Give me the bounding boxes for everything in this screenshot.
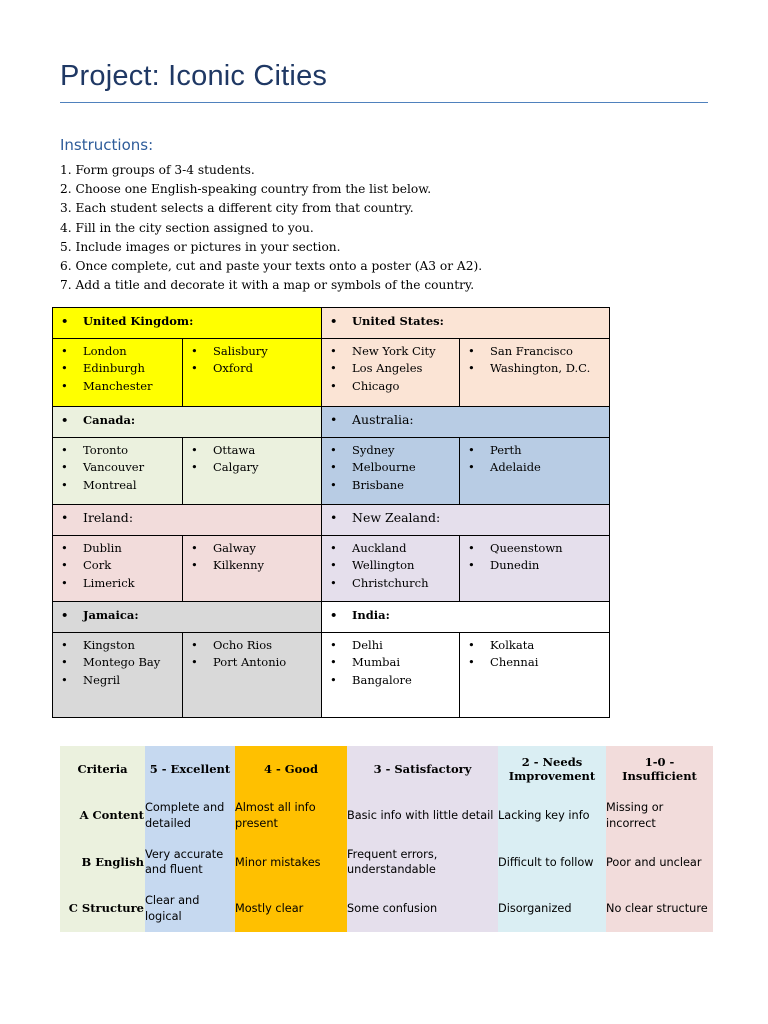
city-cell bbox=[183, 536, 322, 602]
country-header-uk bbox=[53, 308, 322, 339]
city-cell bbox=[460, 633, 610, 718]
city-item: • Los Angeles bbox=[352, 360, 459, 377]
instruction-step: 7. Add a title and decorate it with a map or symbols of the country. bbox=[60, 278, 475, 293]
bullet-icon: • bbox=[61, 608, 69, 622]
city-item: • Dunedin bbox=[490, 557, 609, 574]
city-item: • Dublin bbox=[83, 540, 182, 557]
city-item: • Ocho Rios bbox=[213, 637, 321, 654]
city-cell bbox=[53, 438, 183, 505]
city-item: • Manchester bbox=[83, 378, 182, 395]
city-item: • Adelaide bbox=[490, 459, 609, 476]
rubric-criterion: A Content bbox=[60, 793, 145, 840]
rubric-cell: Clear and logical bbox=[145, 886, 235, 933]
city-item: • Negril bbox=[83, 672, 182, 689]
country-name: United Kingdom: bbox=[83, 314, 194, 328]
bullet-icon: • bbox=[61, 314, 69, 328]
city-cell bbox=[53, 633, 183, 718]
city-item: • Vancouver bbox=[83, 459, 182, 476]
city-item: • Port Antonio bbox=[213, 654, 321, 671]
country-name: United States: bbox=[352, 314, 444, 328]
city-item: • Ottawa bbox=[213, 442, 321, 459]
city-item: • Chicago bbox=[352, 378, 459, 395]
city-item: • Auckland bbox=[352, 540, 459, 557]
bullet-icon: • bbox=[330, 314, 338, 328]
city-item: • Cork bbox=[83, 557, 182, 574]
city-item: • Kilkenny bbox=[213, 557, 321, 574]
city-item: • Chennai bbox=[490, 654, 609, 671]
city-item: • Queenstown bbox=[490, 540, 609, 557]
city-item: • Calgary bbox=[213, 459, 321, 476]
country-header-new-zealand bbox=[322, 505, 610, 536]
bullet-icon: • bbox=[330, 608, 338, 622]
country-header-us bbox=[322, 308, 610, 339]
city-cell bbox=[183, 438, 322, 505]
rubric-header-cell: 1-0 - Insufficient bbox=[606, 746, 713, 793]
city-item: • Washington, D.C. bbox=[490, 360, 609, 377]
instruction-step: 6. Once complete, cut and paste your texts onto a poster (A3 or A2). bbox=[60, 259, 483, 274]
city-item: • Mumbai bbox=[352, 654, 459, 671]
instruction-step: 3. Each student selects a different city from that country. bbox=[60, 201, 414, 216]
city-list bbox=[460, 536, 609, 575]
rubric-criterion: B English bbox=[60, 839, 145, 886]
country-name: Canada: bbox=[83, 413, 136, 427]
city-list bbox=[53, 633, 182, 689]
city-item: • London bbox=[83, 343, 182, 360]
country-name: New Zealand: bbox=[352, 510, 441, 525]
city-item: • Delhi bbox=[352, 637, 459, 654]
city-cell bbox=[322, 633, 460, 718]
city-list bbox=[460, 438, 609, 477]
rubric-cell: Disorganized bbox=[498, 886, 606, 933]
city-list bbox=[53, 536, 182, 592]
city-item: • Wellington bbox=[352, 557, 459, 574]
instruction-step: 4. Fill in the city section assigned to you. bbox=[60, 220, 314, 235]
city-list bbox=[53, 438, 182, 494]
city-item: • New York City bbox=[352, 343, 459, 360]
country-name: India: bbox=[352, 608, 390, 622]
country-header-jamaica bbox=[53, 602, 322, 633]
instruction-step: 5. Include images or pictures in your section. bbox=[60, 239, 341, 254]
city-list bbox=[183, 536, 321, 575]
rubric-row bbox=[60, 793, 713, 840]
city-item: • Melbourne bbox=[352, 459, 459, 476]
country-header-canada bbox=[53, 407, 322, 438]
city-item: • Toronto bbox=[83, 442, 182, 459]
rubric-cell: Basic info with little detail bbox=[347, 793, 498, 840]
country-name: Jamaica: bbox=[83, 608, 139, 622]
rubric-table bbox=[60, 746, 713, 932]
city-cell bbox=[183, 339, 322, 407]
city-item: • Montreal bbox=[83, 477, 182, 494]
instruction-step: 1. Form groups of 3-4 students. bbox=[60, 163, 255, 177]
city-cell bbox=[53, 536, 183, 602]
city-item: • Kingston bbox=[83, 637, 182, 654]
title-underline bbox=[60, 102, 708, 103]
city-item: • Salisbury bbox=[213, 343, 321, 360]
bullet-icon: • bbox=[61, 413, 69, 427]
rubric-cell: Lacking key info bbox=[498, 793, 606, 840]
rubric-row bbox=[60, 886, 713, 933]
country-header-ireland bbox=[53, 505, 322, 536]
city-cell bbox=[183, 633, 322, 718]
rubric-cell: Poor and unclear bbox=[606, 839, 713, 886]
city-cell bbox=[460, 438, 610, 505]
rubric-row bbox=[60, 839, 713, 886]
city-list bbox=[322, 438, 459, 494]
city-item: • San Francisco bbox=[490, 343, 609, 360]
rubric-cell: Very accurate and fluent bbox=[145, 839, 235, 886]
city-list bbox=[322, 339, 459, 395]
city-item: • Perth bbox=[490, 442, 609, 459]
city-list bbox=[460, 339, 609, 378]
city-item: • Bangalore bbox=[352, 672, 459, 689]
city-cell bbox=[460, 536, 610, 602]
country-header-australia bbox=[322, 407, 610, 438]
city-cell bbox=[322, 339, 460, 407]
rubric-cell: Complete and detailed bbox=[145, 793, 235, 840]
city-item: • Galway bbox=[213, 540, 321, 557]
city-list bbox=[460, 633, 609, 672]
city-list bbox=[183, 438, 321, 477]
rubric-cell: Frequent errors, understandable bbox=[347, 839, 498, 886]
instruction-step: 2. Choose one English-speaking country from the list below. bbox=[60, 182, 432, 197]
rubric-header-cell: 2 - Needs Improvement bbox=[498, 746, 606, 793]
country-name: Australia: bbox=[352, 412, 414, 427]
city-item: • Sydney bbox=[352, 442, 459, 459]
city-list bbox=[183, 339, 321, 378]
city-item: • Christchurch bbox=[352, 575, 459, 592]
rubric-cell: Almost all info present bbox=[235, 793, 347, 840]
rubric-cell: Mostly clear bbox=[235, 886, 347, 933]
rubric-cell: Minor mistakes bbox=[235, 839, 347, 886]
city-item: • Brisbane bbox=[352, 477, 459, 494]
rubric-criterion: C Structure bbox=[60, 886, 145, 933]
rubric-header-cell: 4 - Good bbox=[235, 746, 347, 793]
country-header-india bbox=[322, 602, 610, 633]
city-list bbox=[322, 633, 459, 689]
city-item: • Oxford bbox=[213, 360, 321, 377]
rubric-header-cell: Criteria bbox=[60, 746, 145, 793]
instructions-heading: Instructions: bbox=[60, 136, 154, 154]
bullet-icon: • bbox=[61, 510, 69, 525]
instructions-list bbox=[60, 161, 482, 295]
city-cell bbox=[460, 339, 610, 407]
bullet-icon: • bbox=[330, 510, 338, 525]
rubric-cell: No clear structure bbox=[606, 886, 713, 933]
bullet-icon: • bbox=[330, 412, 338, 427]
page-title: Project: Iconic Cities bbox=[60, 60, 328, 92]
city-list bbox=[322, 536, 459, 592]
rubric-cell: Missing or incorrect bbox=[606, 793, 713, 840]
rubric-header-row bbox=[60, 746, 713, 793]
city-item: • Kolkata bbox=[490, 637, 609, 654]
city-item: • Edinburgh bbox=[83, 360, 182, 377]
city-cell bbox=[53, 339, 183, 407]
rubric-header-cell: 3 - Satisfactory bbox=[347, 746, 498, 793]
city-list bbox=[53, 339, 182, 395]
city-cell bbox=[322, 438, 460, 505]
country-name: Ireland: bbox=[83, 510, 134, 525]
city-item: • Montego Bay bbox=[83, 654, 182, 671]
rubric-cell: Some confusion bbox=[347, 886, 498, 933]
rubric-header-cell: 5 - Excellent bbox=[145, 746, 235, 793]
city-item: • Limerick bbox=[83, 575, 182, 592]
rubric-cell: Difficult to follow bbox=[498, 839, 606, 886]
city-list bbox=[183, 633, 321, 672]
country-table bbox=[52, 307, 610, 718]
city-cell bbox=[322, 536, 460, 602]
